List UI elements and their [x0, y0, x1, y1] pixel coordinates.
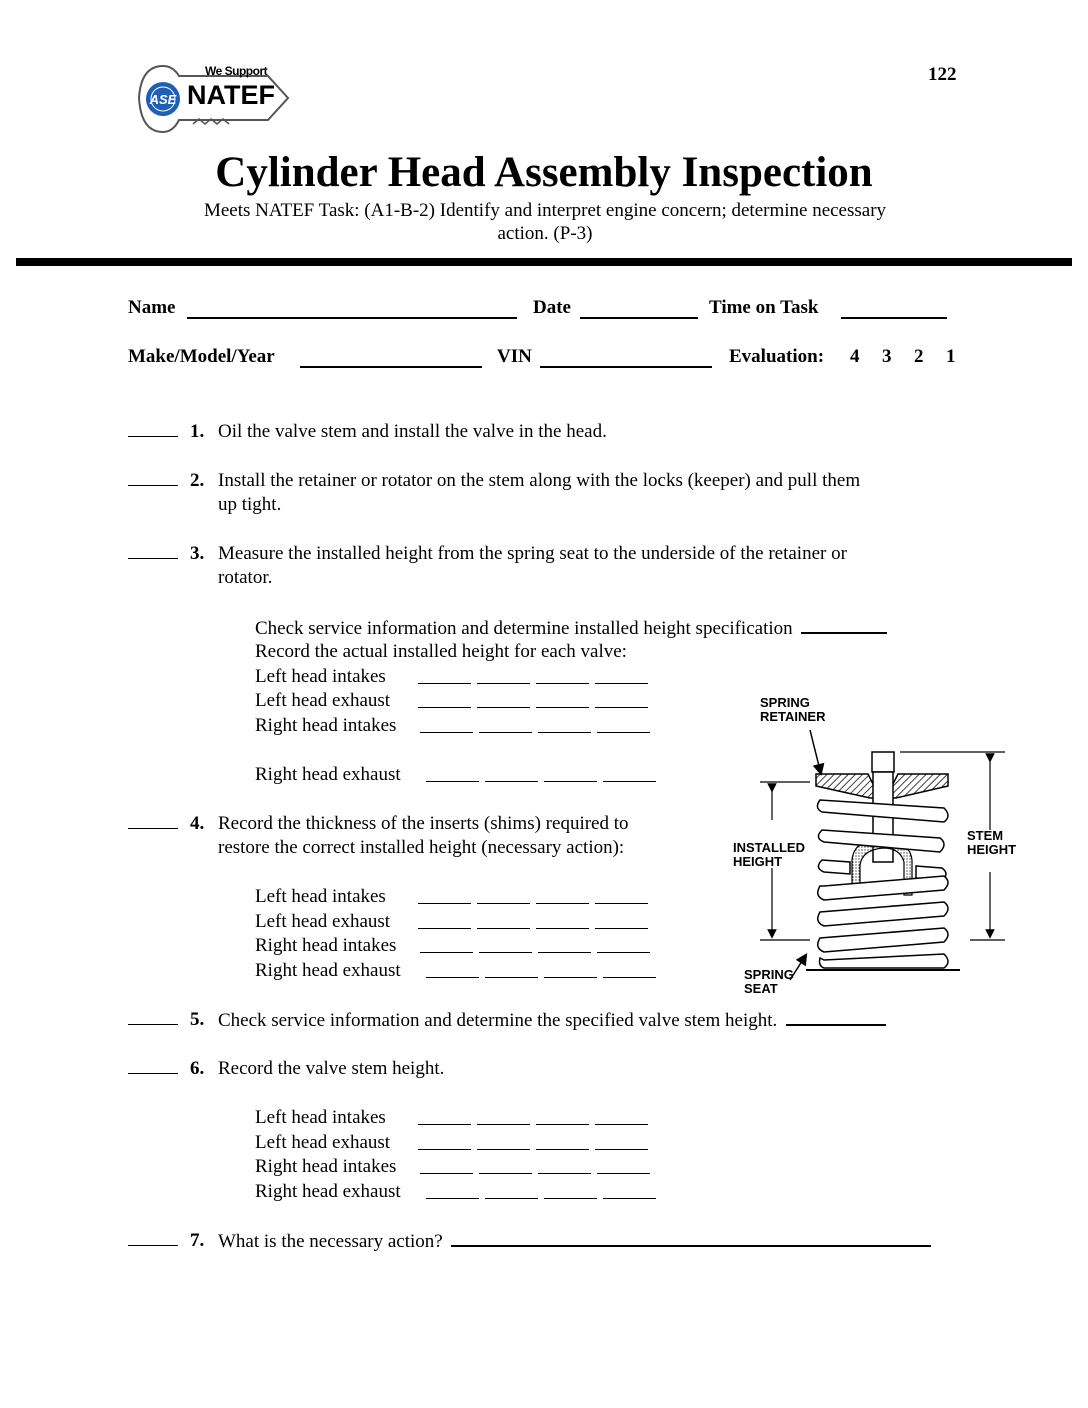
step-3	[128, 542, 968, 590]
stem-field[interactable]	[477, 1106, 530, 1125]
stem-field[interactable]	[477, 1131, 530, 1150]
step-2-checkoff[interactable]	[128, 469, 178, 486]
task-subtitle	[150, 199, 940, 245]
valve-field[interactable]	[420, 714, 473, 733]
step-number: 1.	[190, 421, 205, 442]
page-number: 122	[928, 64, 957, 85]
shim-field[interactable]	[477, 885, 530, 904]
step-text-wrap	[218, 1008, 886, 1033]
vin-field[interactable]	[540, 350, 712, 368]
step-text-wrap	[218, 1229, 931, 1254]
label-line: SPRING	[744, 967, 794, 982]
shim-field[interactable]	[597, 934, 650, 953]
page-title: Cylinder Head Assembly Inspection	[215, 149, 873, 196]
row-label: Right head exhaust	[255, 1181, 401, 1202]
stem-field[interactable]	[420, 1155, 473, 1174]
subtitle-line-1: Meets NATEF Task: (A1-B-2) Identify and interpret engine concern; determine necessary	[203, 200, 887, 221]
shim-field[interactable]	[603, 959, 656, 978]
stem-field[interactable]	[536, 1131, 589, 1150]
step-text: Install the retainer or rotator on the stem along with the locks (keeper) and pull them	[218, 470, 861, 491]
step-text: Oil the valve stem and install the valve in the head.	[218, 421, 607, 442]
valve-field[interactable]	[603, 763, 656, 782]
valve-field[interactable]	[485, 763, 538, 782]
step-1	[128, 420, 968, 444]
evaluation-label: Evaluation:	[729, 346, 825, 367]
installed-row-left-exhaust	[255, 689, 390, 714]
shim-field[interactable]	[426, 959, 479, 978]
shim-field[interactable]	[477, 910, 530, 929]
step-4	[128, 812, 708, 860]
valve-field[interactable]	[597, 714, 650, 733]
label-installed-height	[733, 841, 805, 869]
divider-rule	[16, 258, 1072, 266]
shim-row-left-exhaust	[255, 910, 390, 935]
valve-spring-diagram	[720, 690, 1050, 1000]
stem-height-spec-field[interactable]	[786, 1008, 886, 1026]
step-number: 3.	[190, 543, 205, 564]
step-number: 6.	[190, 1058, 205, 1079]
step-text: Record the valve stem height.	[218, 1058, 445, 1079]
step-number: 7.	[190, 1230, 205, 1251]
valve-field[interactable]	[477, 665, 530, 684]
logo-tagline: We Support	[205, 64, 268, 78]
shim-field[interactable]	[544, 959, 597, 978]
step-text: Check service information and determine the specified valve stem height.	[218, 1010, 778, 1031]
step-5-checkoff[interactable]	[128, 1008, 178, 1025]
step-text: What is the necessary action?	[218, 1231, 443, 1252]
svg-text:ASE: ASE	[149, 92, 177, 107]
valve-field[interactable]	[418, 689, 471, 708]
step-text-cont: restore the correct installed height (necessary action):	[218, 837, 625, 858]
label-spring-seat	[744, 968, 794, 996]
shim-field[interactable]	[485, 959, 538, 978]
step-number: 5.	[190, 1009, 205, 1030]
record-line: Record the actual installed height for each valve:	[255, 641, 627, 662]
stem-row-right-intakes	[255, 1155, 396, 1180]
stem-row-left-intakes	[255, 1106, 386, 1131]
step-number: 4.	[190, 813, 205, 834]
installed-row-left-intakes	[255, 665, 386, 690]
stem-field[interactable]	[485, 1180, 538, 1199]
valve-field[interactable]	[426, 763, 479, 782]
row-label: Left head exhaust	[255, 1132, 391, 1153]
time-on-task-field[interactable]	[841, 301, 947, 319]
step-4-checkoff[interactable]	[128, 812, 178, 829]
row-label: Left head intakes	[255, 666, 386, 687]
label-spring-retainer	[760, 696, 825, 724]
stem-field[interactable]	[426, 1180, 479, 1199]
step-text: Measure the installed height from the spring seat to the underside of the retainer or	[218, 543, 847, 564]
name-field[interactable]	[187, 301, 517, 319]
stem-field[interactable]	[595, 1131, 648, 1150]
valve-field[interactable]	[536, 689, 589, 708]
natef-logo	[133, 60, 293, 140]
stem-field[interactable]	[536, 1106, 589, 1125]
row-label: Right head intakes	[255, 715, 397, 736]
evaluation-2[interactable]: 2	[914, 346, 924, 367]
row-label: Left head intakes	[255, 886, 386, 907]
valve-field[interactable]	[544, 763, 597, 782]
necessary-action-field[interactable]	[451, 1229, 931, 1247]
row-label: Left head exhaust	[255, 690, 391, 711]
name-label: Name	[128, 297, 176, 318]
label-stem-height	[967, 829, 1016, 857]
label-line: SPRING	[760, 695, 810, 710]
stem-row-right-exhaust	[255, 1180, 401, 1205]
label-line: HEIGHT	[967, 842, 1017, 857]
step-text-cont: up tight.	[218, 494, 282, 515]
row-label: Right head intakes	[255, 1156, 397, 1177]
evaluation-4[interactable]: 4	[850, 346, 860, 367]
time-on-task-label: Time on Task	[709, 297, 819, 318]
install-height-spec	[255, 616, 887, 642]
date-label: Date	[533, 297, 571, 318]
label-line: STEM	[967, 828, 1004, 843]
label-line: SEAT	[744, 981, 778, 996]
stem-field[interactable]	[538, 1155, 591, 1174]
vin-label: VIN	[497, 346, 532, 367]
shim-field[interactable]	[418, 910, 471, 929]
step-7	[128, 1229, 968, 1253]
row-label: Right head exhaust	[255, 960, 401, 981]
install-height-spec-field[interactable]	[801, 616, 887, 634]
shim-field[interactable]	[536, 910, 589, 929]
make-model-year-label: Make/Model/Year	[128, 346, 275, 367]
shim-row-right-exhaust	[255, 959, 401, 984]
stem-field[interactable]	[595, 1106, 648, 1125]
stem-field[interactable]	[418, 1131, 471, 1150]
shim-field[interactable]	[536, 885, 589, 904]
shim-row-right-intakes	[255, 934, 396, 959]
step-text: Record the thickness of the inserts (shims) required to	[218, 813, 629, 834]
shim-field[interactable]	[595, 885, 648, 904]
step-6	[128, 1057, 968, 1081]
label-line: HEIGHT	[733, 854, 783, 869]
step-5	[128, 1008, 968, 1032]
installed-row-right-intakes	[255, 714, 396, 739]
stem-row-left-exhaust	[255, 1131, 390, 1156]
shim-field[interactable]	[595, 910, 648, 929]
label-line: INSTALLED	[733, 840, 805, 855]
stem-field[interactable]	[597, 1155, 650, 1174]
valve-field[interactable]	[538, 714, 591, 733]
shim-row-left-intakes	[255, 885, 386, 910]
step-text-cont: rotator.	[218, 567, 273, 588]
shim-field[interactable]	[418, 885, 471, 904]
shim-field[interactable]	[420, 934, 473, 953]
spec-line-text: Check service information and determine installed height specification	[255, 618, 793, 639]
valve-field[interactable]	[595, 665, 648, 684]
date-field[interactable]	[580, 301, 698, 319]
installed-row-right-exhaust	[255, 763, 401, 788]
valve-field[interactable]	[479, 714, 532, 733]
evaluation-1[interactable]: 1	[946, 346, 956, 367]
stem-field[interactable]	[544, 1180, 597, 1199]
subtitle-line-2: action. (P-3)	[497, 223, 593, 244]
make-model-year-field[interactable]	[300, 350, 482, 368]
valve-field[interactable]	[595, 689, 648, 708]
valve-field[interactable]	[536, 665, 589, 684]
step-1-checkoff[interactable]	[128, 420, 178, 437]
step-6-checkoff[interactable]	[128, 1057, 178, 1074]
valve-field[interactable]	[418, 665, 471, 684]
shim-field[interactable]	[538, 934, 591, 953]
stem-field[interactable]	[479, 1155, 532, 1174]
step-3-checkoff[interactable]	[128, 542, 178, 559]
valve-field[interactable]	[477, 689, 530, 708]
row-label: Left head intakes	[255, 1107, 386, 1128]
shim-field[interactable]	[479, 934, 532, 953]
row-label: Left head exhaust	[255, 911, 391, 932]
stem-field[interactable]	[418, 1106, 471, 1125]
evaluation-3[interactable]: 3	[882, 346, 892, 367]
step-number: 2.	[190, 470, 205, 491]
logo-natef: NATEF	[187, 80, 275, 110]
stem-field[interactable]	[603, 1180, 656, 1199]
step-2	[128, 469, 968, 517]
step-7-checkoff[interactable]	[128, 1229, 178, 1246]
label-line: RETAINER	[760, 709, 826, 724]
row-label: Right head exhaust	[255, 764, 401, 785]
row-label: Right head intakes	[255, 935, 397, 956]
